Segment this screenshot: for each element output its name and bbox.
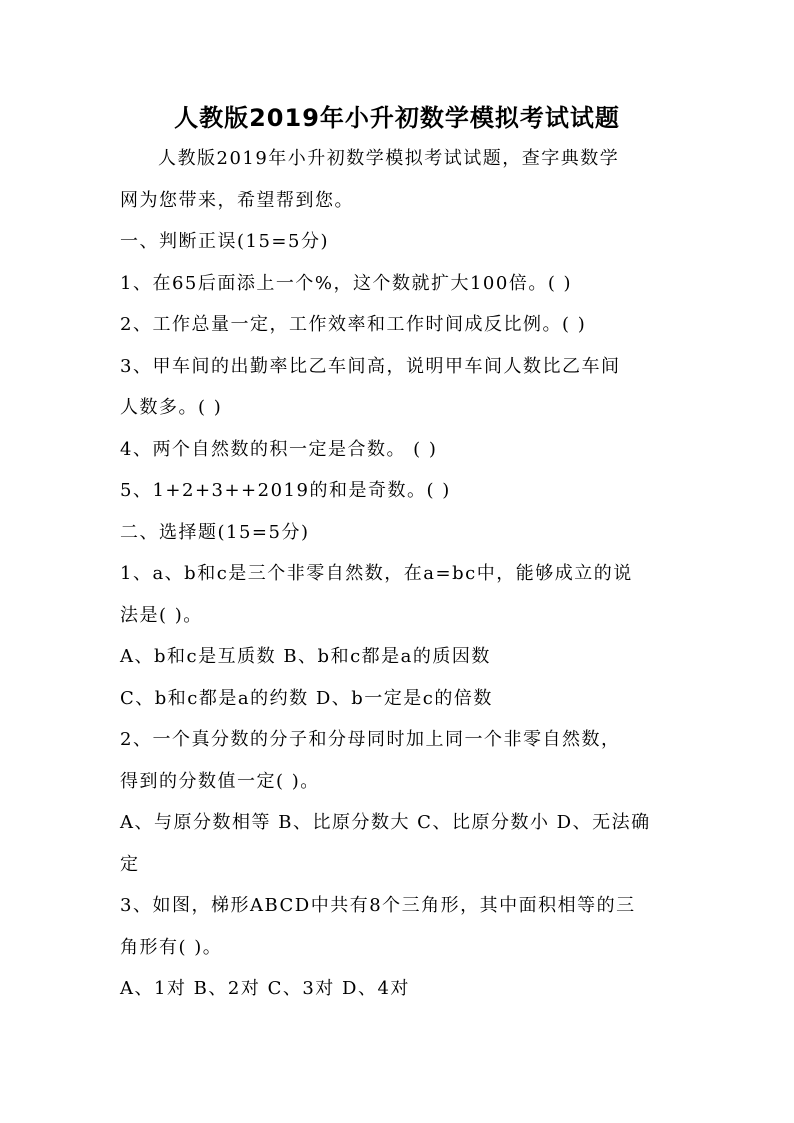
choice-question-2: 2、一个真分数的分子和分母同时加上同一个非零自然数， — [120, 729, 621, 750]
intro-line-1: 人教版2019年小升初数学模拟考试试题，查字典数学 — [158, 148, 620, 169]
judgement-question-3: 3、甲车间的出勤率比乙车间高，说明甲车间人数比乙车间 — [120, 355, 621, 377]
judgement-question-3-continued: 人数多。( ) — [120, 397, 223, 418]
choice-question-2-options-continued: 定 — [120, 853, 140, 875]
choice-question-3-options: A、1对 B、2对 C、3对 D、4对 — [120, 978, 410, 999]
choice-question-3-continued: 角形有( )。 — [120, 936, 223, 958]
intro-line-2: 网为您带来，希望帮到您。 — [120, 189, 354, 211]
section-heading-choice: 二、选择题(15=5分) — [120, 521, 310, 543]
judgement-question-1: 1、在65后面添上一个%，这个数就扩大100倍。( ) — [120, 272, 573, 294]
choice-question-1-continued: 法是( )。 — [120, 604, 203, 626]
judgement-question-2: 2、工作总量一定，工作效率和工作时间成反比例。( ) — [120, 314, 587, 335]
choice-question-1-options-ab: A、b和c是互质数 B、b和c都是a的质因数 — [120, 646, 491, 667]
section-heading-judgement: 一、判断正误(15=5分) — [120, 231, 329, 252]
choice-question-3: 3、如图，梯形ABCD中共有8个三角形，其中面积相等的三 — [120, 895, 636, 916]
choice-question-1-options-cd: C、b和c都是a的约数 D、b一定是c的倍数 — [120, 687, 493, 709]
choice-question-2-options: A、与原分数相等 B、比原分数大 C、比原分数小 D、无法确 — [120, 812, 651, 833]
document-body — [120, 138, 680, 1010]
document-title: 人教版2019年小升初数学模拟考试试题 — [174, 104, 620, 132]
choice-question-1: 1、a、b和c是三个非零自然数，在a=bc中，能够成立的说 — [120, 563, 633, 584]
judgement-question-5: 5、1+2+3++2019的和是奇数。( ) — [120, 480, 451, 501]
judgement-question-4: 4、两个自然数的积一定是合数。 ( ) — [120, 438, 438, 460]
choice-question-2-continued: 得到的分数值一定( )。 — [120, 770, 320, 792]
